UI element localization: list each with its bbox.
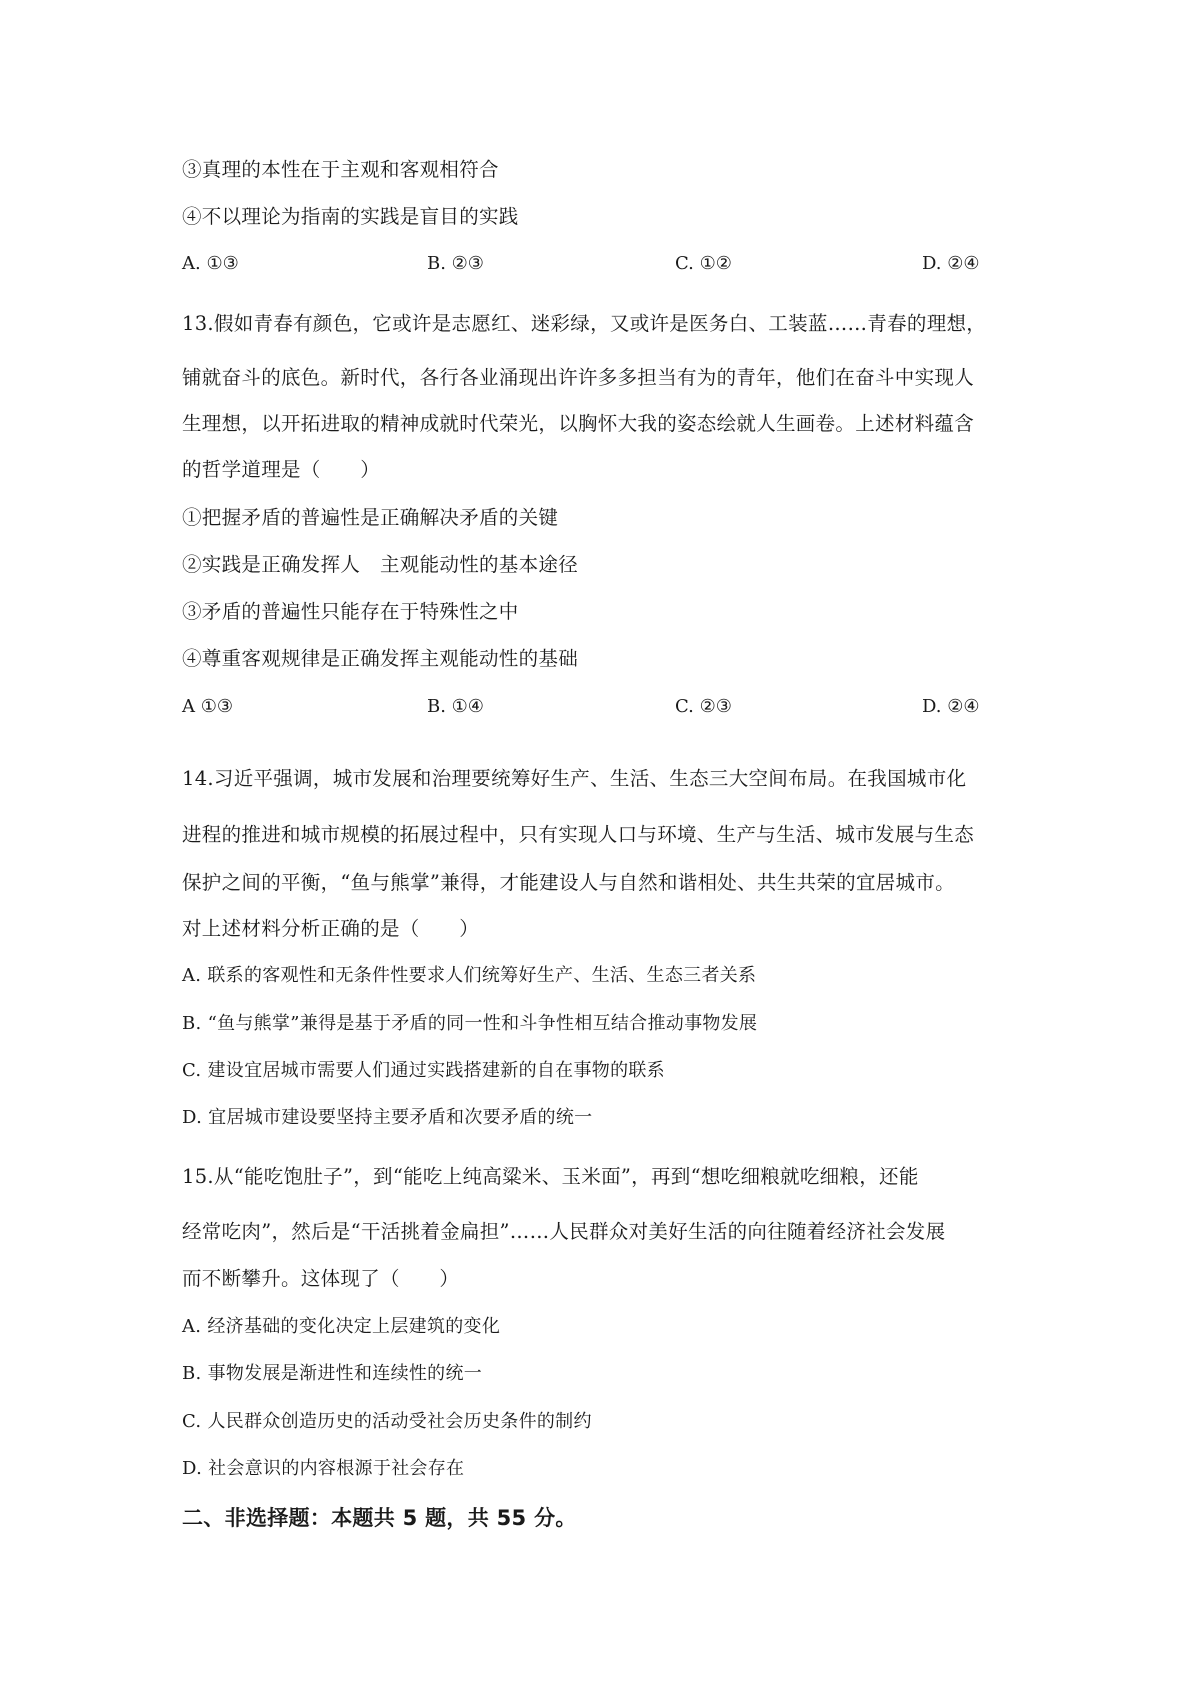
section-2-heading: 二、非选择题：本题共 5 题，共 55 分。 (182, 1506, 577, 1530)
q15-stem-line-3: 而不断攀升。这体现了（ ） (182, 1267, 460, 1290)
q14-stem-line-4: 对上述材料分析正确的是（ ） (182, 917, 480, 940)
q14-option-c: C. 建设宜居城市需要人们通过实践搭建新的自在事物的联系 (182, 1060, 665, 1081)
q13-statement-1: ①把握矛盾的普遍性是正确解决矛盾的关键 (182, 506, 559, 529)
q15-option-b: B. 事物发展是渐进性和连续性的统一 (182, 1363, 483, 1384)
q14-stem-line-2: 进程的推进和城市规模的拓展过程中，只有实现人口与环境、生产与生活、城市发展与生态 (182, 823, 975, 846)
q14-option-d: D. 宜居城市建设要坚持主要矛盾和次要矛盾的统一 (182, 1107, 593, 1128)
q13-statement-2: ②实践是正确发挥人 主观能动性的基本途径 (182, 553, 579, 576)
q15-stem-line-2: 经常吃肉”，然后是“干活挑着金扁担”……人民群众对美好生活的向往随着经济社会发展 (182, 1220, 946, 1243)
q12-statement-3: ③真理的本性在于主观和客观相符合 (182, 158, 499, 181)
q15-option-d: D. 社会意识的内容根源于社会存在 (182, 1458, 465, 1479)
q15-stem-line-1: 15.从“能吃饱肚子”，到“能吃上纯高粱米、玉米面”，再到“想吃细粮就吃细粮，还能 (182, 1165, 919, 1188)
q13-stem-line-1: 13.假如青春有颜色，它或许是志愿红、迷彩绿，又或许是医务白、工装蓝……青春的理想， (182, 312, 987, 335)
q12-option-d: D. ②④ (922, 253, 980, 274)
q15-option-a: A. 经济基础的变化决定上层建筑的变化 (182, 1316, 501, 1337)
q13-option-c: C. ②③ (675, 696, 732, 717)
q14-stem-line-1: 14.习近平强调，城市发展和治理要统筹好生产、生活、生态三大空间布局。在我国城市化 (182, 767, 967, 790)
q13-option-a: A ①③ (182, 696, 233, 717)
q13-stem-line-4: 的哲学道理是（ ） (182, 458, 381, 481)
q12-option-c: C. ①② (675, 253, 732, 274)
q12-statement-4: ④不以理论为指南的实践是盲目的实践 (182, 205, 519, 228)
q14-stem-line-3: 保护之间的平衡，“鱼与熊掌”兼得，才能建设人与自然和谐相处、共生共荣的宜居城市。 (182, 871, 955, 894)
q13-stem-line-3: 生理想，以开拓进取的精神成就时代荣光，以胸怀大我的姿态绘就人生画卷。上述材料蕴含 (182, 412, 975, 435)
q13-stem-line-2: 铺就奋斗的底色。新时代，各行各业涌现出许许多多担当有为的青年，他们在奋斗中实现人 (182, 366, 975, 389)
q14-option-b: B. “鱼与熊掌”兼得是基于矛盾的同一性和斗争性相互结合推动事物发展 (182, 1013, 758, 1034)
q12-option-a: A. ①③ (182, 253, 239, 274)
q13-statement-4: ④尊重客观规律是正确发挥主观能动性的基础 (182, 647, 579, 670)
q13-statement-3: ③矛盾的普遍性只能存在于特殊性之中 (182, 600, 519, 623)
q15-option-c: C. 人民群众创造历史的活动受社会历史条件的制约 (182, 1411, 592, 1432)
q13-option-d: D. ②④ (922, 696, 980, 717)
q14-option-a: A. 联系的客观性和无条件性要求人们统筹好生产、生活、生态三者关系 (182, 965, 757, 986)
q13-option-b: B. ①④ (427, 696, 484, 717)
q12-option-b: B. ②③ (427, 253, 484, 274)
